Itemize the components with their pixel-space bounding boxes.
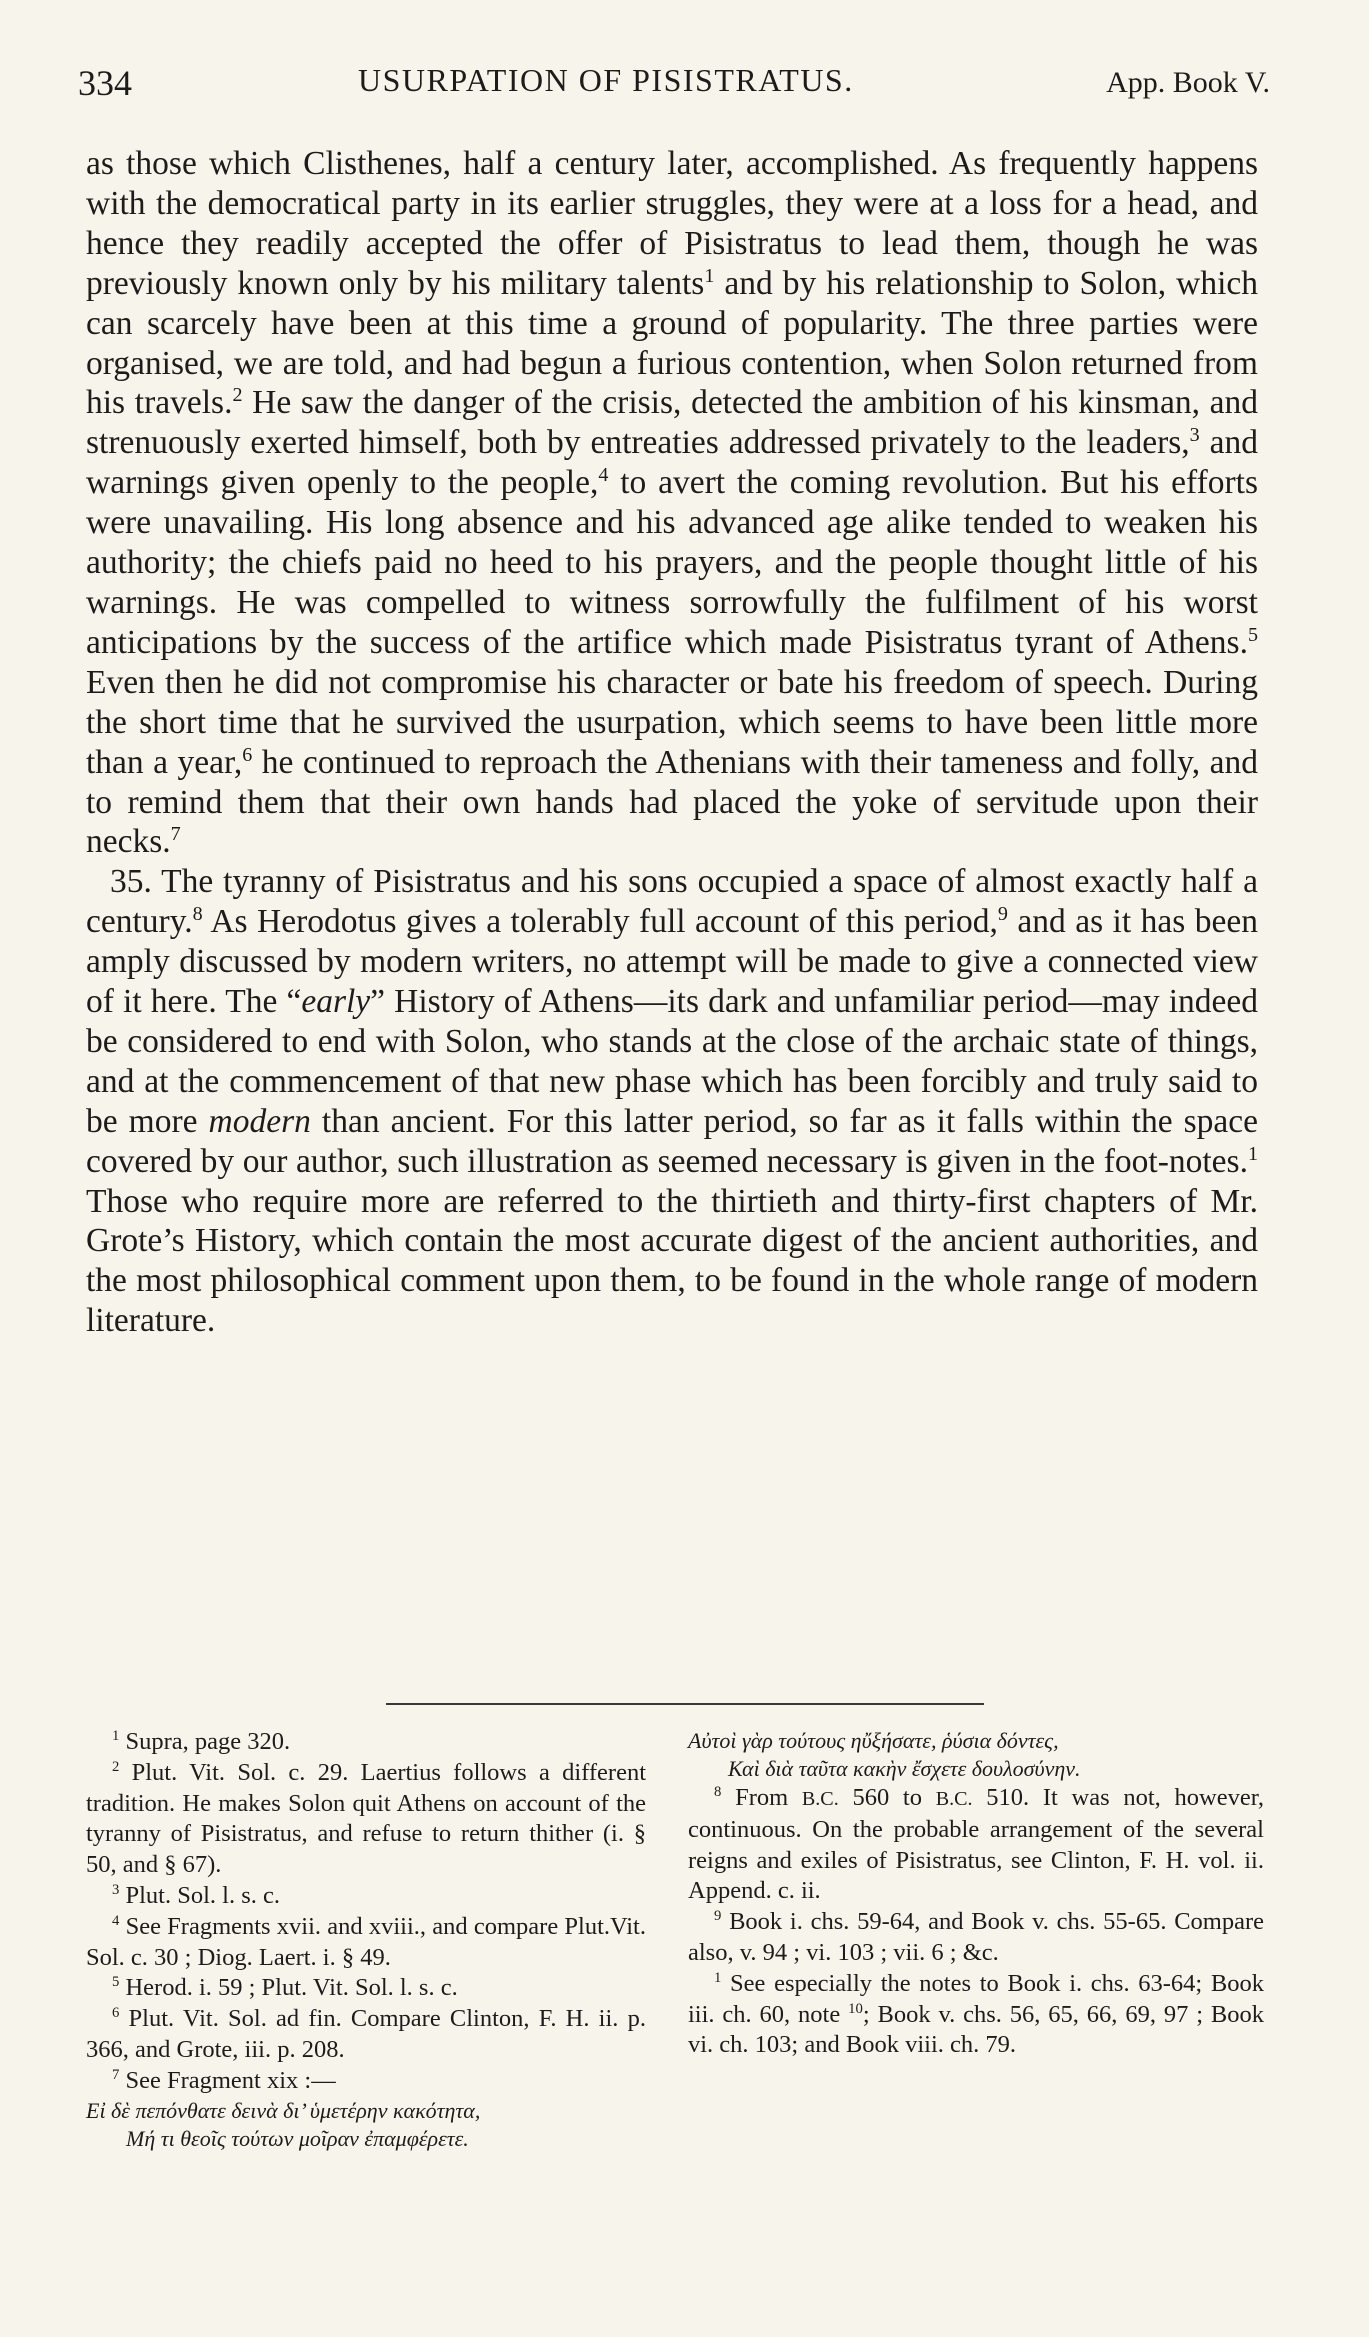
main-text xyxy=(86,144,1258,1341)
page-number: 334 xyxy=(78,63,132,103)
footnote-number: 1 xyxy=(714,1969,722,1986)
footnote-ref: 7 xyxy=(170,823,181,846)
footnote-ref: 10 xyxy=(848,2000,863,2017)
footnote-3 xyxy=(86,1881,646,1912)
footnote-ref: 9 xyxy=(997,903,1008,926)
running-header xyxy=(78,62,1268,112)
footnote-number: 2 xyxy=(112,1758,120,1775)
text-span: than ancient. For this latter period, so far as it falls within the space covered by our author, such illustration as seemed necessary is given in the foot-notes. xyxy=(86,1102,1258,1180)
emphasis: modern xyxy=(208,1102,311,1140)
greek-verse-line: Καὶ διὰ ταῦτα κακὴν ἔσχετε δουλοσύνην. xyxy=(728,1756,1081,1781)
era-abbrev: B.C. xyxy=(801,1788,839,1810)
text-span: As Herodotus gives a tolerably full account of this period, xyxy=(202,903,998,941)
greek-verse-line: Μή τι θεοῖς τούτων μοῖραν ἐπαμφέρετε. xyxy=(126,2125,469,2151)
footnote-6 xyxy=(86,2004,646,2066)
footnote-7 xyxy=(86,2066,646,2097)
text-span: to avert the coming revolution. But his efforts were unavailing. His long absence and his advanced age alike tended to weaken his authority; the chiefs paid no heed to his prayers, and the people thought little of his warnings. He was compelled to witness sorrowfully the fulfilment of his worst anticipations by the success of the artifice which made Pisistratus tyrant of Athens. xyxy=(86,464,1258,661)
emphasis: early xyxy=(301,983,371,1021)
text-span: and by his relationship to Solon, which can scarcely have been at this time a ground of popularity. The three parties were organised, we are told, and had begun a furious contention, when Solon returned from his travels. xyxy=(86,264,1258,422)
greek-verse-line: Εἰ δὲ πεπόνθατε δεινὰ δι’ ὑμετέρην κακότητα, xyxy=(86,2097,481,2123)
footnote-text: See Fragments xvii. and xviii., and compare Plut.Vit. Sol. c. 30 ; Diog. Laert. i. § 49. xyxy=(86,1912,646,1971)
paragraph-1 xyxy=(86,144,1258,862)
running-title: USURPATION OF PISISTRATUS. xyxy=(358,62,854,98)
footnote-number: 8 xyxy=(714,1783,722,1800)
text-span: and as it has been amply discussed by modern writers, no attempt will be made to give a connected view of it here. The “ xyxy=(86,903,1258,1021)
footnote-divider xyxy=(386,1703,984,1705)
footnote-text: From xyxy=(721,1784,802,1811)
footnote-number: 9 xyxy=(714,1908,722,1925)
section-label: App. Book V. xyxy=(1106,66,1270,99)
footnote-ref: 6 xyxy=(242,743,253,766)
footnote-ref: 5 xyxy=(1247,623,1258,646)
footnotes-right-column xyxy=(688,1727,1264,2061)
footnote-2 xyxy=(86,1758,646,1881)
text-span: He saw the danger of the crisis, detected the ambition of his kinsman, and strenuously exerted himself, both by entreaties addressed privately to the leaders, xyxy=(86,384,1259,462)
footnote-text: ; Book v. chs. 56, 65, 66, 69, 97 ; Book vi. ch. 103; and Book viii. ch. 79. xyxy=(688,2000,1264,2059)
footnote-text: Book i. chs. 59-64, and Book v. chs. 55-65. Compare also, v. 94 ; vi. 103 ; vii. 6 ; &c. xyxy=(688,1908,1264,1966)
footnote-ref: 8 xyxy=(192,903,203,926)
text-span: 35. The tyranny of Pisistratus and his sons occupied a space of almost exactly half a century. xyxy=(86,863,1258,941)
text-span: he continued to reproach the Athenians with their tameness and folly, and to remind them that their own hands had placed the yoke of servitude upon their necks. xyxy=(86,743,1258,861)
footnote-9 xyxy=(688,1907,1264,1969)
footnote-number: 3 xyxy=(112,1881,120,1898)
text-span: and warnings given openly to the people, xyxy=(86,424,1258,502)
footnote-number: 4 xyxy=(112,1912,120,1929)
footnote-8 xyxy=(688,1783,1264,1907)
footnote-text: 510. It was not, however, continuous. On the probable arrangement of the several reigns and exiles of Pisistratus, see Clinton, F. H. vol. ii. Append. c. ii. xyxy=(688,1784,1265,1905)
footnote-text: Plut. Sol. l. s. c. xyxy=(119,1881,280,1909)
footnotes-left-column xyxy=(86,1727,646,2153)
text-span: Those who require more are referred to the thirtieth and thirty-first chapters of Mr. Grote’s History, which contain the most accurate digest of the ancient authorities, and the most philosophical comment upon them, to be found in the whole range of modern literature. xyxy=(86,1182,1258,1340)
footnote-text: 560 to xyxy=(838,1784,936,1811)
footnote-text: See especially the notes to Book i. chs. 63-64; Book iii. ch. 60, note xyxy=(688,1969,1264,2028)
footnote-text: See Fragment xix :— xyxy=(119,2066,336,2094)
footnote-ref: 2 xyxy=(232,384,243,407)
text-span: ” History of Athens—its dark and unfamiliar period—may indeed be considered to end with Solon, who stands at the close of the archaic state of things, and at the commencement of that new phase which has been forcibly and truly said to be more xyxy=(86,983,1258,1140)
footnote-number: 6 xyxy=(112,2005,120,2022)
greek-verse-line: Αὐτοὶ γὰρ τούτους ηὔξήσατε, ῥύσια δόντες, xyxy=(688,1728,1059,1753)
text-span: Even then he did not compromise his character or bate his freedom of speech. During the short time that he survived the usurpation, which seems to have been little more than a year, xyxy=(86,663,1258,781)
footnote-10 xyxy=(688,1969,1264,2061)
era-abbrev: B.C. xyxy=(935,1788,973,1810)
footnote-text: Plut. Vit. Sol. c. 29. Laertius follows a different tradition. He makes Solon quit Athens on account of the tyranny of Pisistratus, and refuse to return thither (i. § 50, and § 67). xyxy=(86,1758,646,1879)
footnote-text: Herod. i. 59 ; Plut. Vit. Sol. l. s. c. xyxy=(119,1974,458,2002)
text-span: as those which Clisthenes, half a century later, accomplished. As frequently happens with the democratical party in its earlier struggles, they were at a loss for a head, and hence they readily accepted the offer of Pisistratus to lead them, though he was previously known only by his military talents xyxy=(86,145,1258,302)
footnote-text: Plut. Vit. Sol. ad fin. Compare Clinton, F. H. ii. p. 366, and Grote, iii. p. 208. xyxy=(86,2005,646,2063)
footnote-5 xyxy=(86,1973,646,2004)
footnote-text: Supra, page 320. xyxy=(119,1728,291,1755)
footnote-1 xyxy=(86,1727,646,1758)
footnote-ref: 3 xyxy=(1189,424,1200,447)
footnote-number: 5 xyxy=(112,1974,120,1991)
footnote-ref: 1 xyxy=(704,264,715,287)
footnote-4 xyxy=(86,1912,646,1974)
footnote-number: 1 xyxy=(112,1727,120,1744)
footnote-ref: 1 xyxy=(1247,1142,1258,1165)
footnote-ref: 4 xyxy=(598,464,609,487)
footnote-number: 7 xyxy=(112,2066,120,2083)
paragraph-2 xyxy=(86,862,1258,1341)
